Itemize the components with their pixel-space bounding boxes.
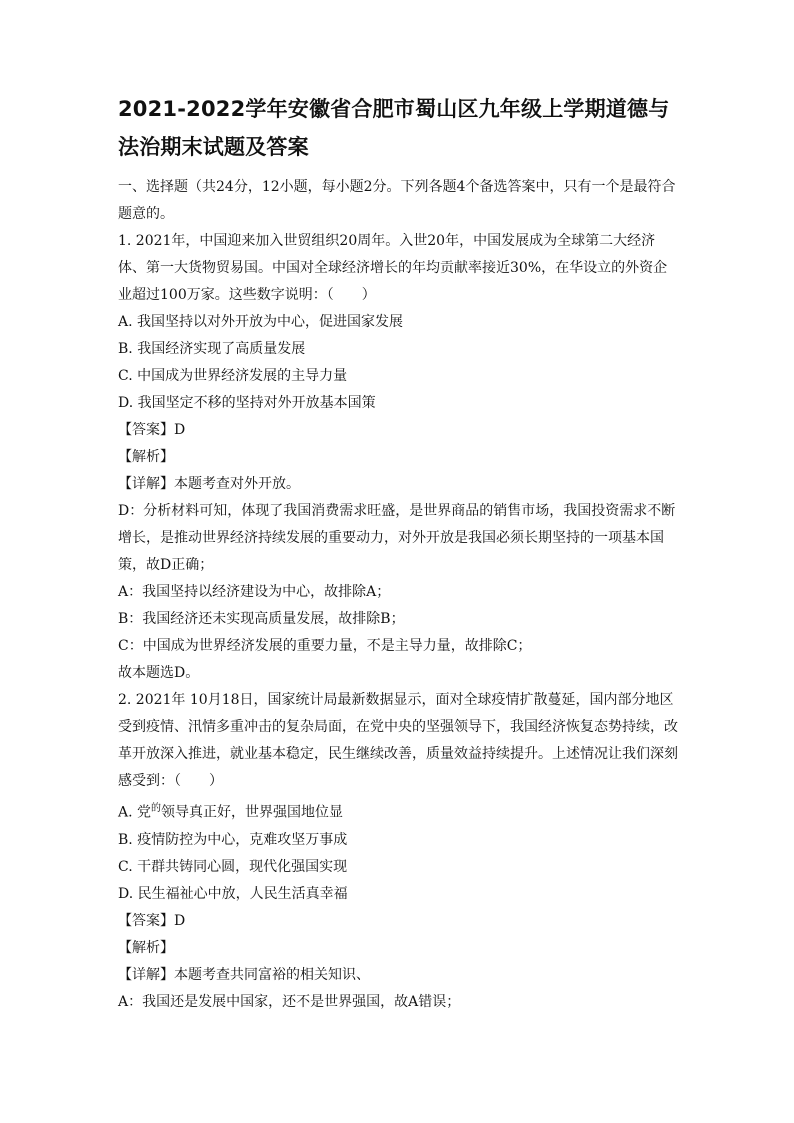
- detail-text: 本题考查共同富裕的相关知识、: [174, 966, 370, 983]
- question-1-explanation-c: C：中国成为世界经济发展的重要力量，不是主导力量，故排除C；: [118, 638, 532, 654]
- question-1-explanation-a: A：我国坚持以经济建设为中心，故排除A；: [118, 584, 391, 600]
- question-1-option-d: D. 我国坚定不移的坚持对外开放基本国策: [118, 395, 376, 411]
- question-1-option-b: B. 我国经济实现了高质量发展: [118, 341, 306, 357]
- detail-label: 【详解】: [118, 476, 174, 492]
- question-1-detail: [118, 471, 678, 498]
- question-1-explanation-b: B：我国经济还未实现高质量发展，故排除B；: [118, 611, 405, 627]
- question-2-option-a: [118, 795, 678, 827]
- answer-value: D: [174, 422, 186, 438]
- question-2-stem: 2. 2021年 10月18日，国家统计局最新数据显示，面对全球疫情扩散蔓延，国内部分地区受到疫情、汛情多重冲击的复杂局面，在党中央的坚强领导下，我国经济恢复态势持续，改革开放深入推进，就业基本稳定，民生继续改善，质量效益持续提升。上述情况让我们深刻感受到：（ ）: [118, 692, 678, 789]
- question-2-detail: [118, 962, 678, 989]
- question-1-option-c: C. 中国成为世界经济发展的主导力量: [118, 368, 348, 384]
- question-1-stem: 1. 2021年，中国迎来加入世贸组织20周年。入世20年，中国发展成为全球第二大经济体、第一大货物贸易国。中国对全球经济增长的年均贡献率接近30%，在华设立的外资企业超过100万家。这些数字说明：（ ）: [118, 233, 668, 303]
- section-intro: 一、选择题（共24分，12小题，每小题2分。下列各题4个备选答案中，只有一个是最符合题意的。: [118, 179, 676, 222]
- option-a-superscript: 的: [151, 803, 162, 814]
- answer-value: D: [174, 912, 186, 929]
- option-a-text: 领导真正好，世界强国地位显: [161, 804, 344, 821]
- answer-label: 【答案】: [118, 912, 174, 929]
- question-1-conclusion: 故本题选D。: [118, 665, 200, 681]
- question-2-analysis-label: 【解析】: [118, 939, 174, 956]
- detail-label: 【详解】: [118, 966, 174, 983]
- question-1-explanation-d: D：分析材料可知，体现了我国消费需求旺盛，是世界商品的销售市场，我国投资需求不断增长，是推动世界经济持续发展的重要动力，对外开放是我国必须长期坚持的一项基本国策，故D正确；: [118, 503, 676, 573]
- question-2-answer: [118, 908, 678, 935]
- question-2-option-d: D. 民生福祉心中放，人民生活真幸福: [118, 885, 348, 902]
- answer-label: 【答案】: [118, 422, 174, 438]
- document-title: 2021-2022学年安徽省合肥市蜀山区九年级上学期道德与法治期末试题及答案: [118, 97, 670, 159]
- document-page: [118, 90, 678, 1016]
- question-2-explanation-a: A：我国还是发展中国家，还不是世界强国，故A错误；: [118, 993, 461, 1010]
- option-a-prefix: A. 党: [118, 804, 152, 821]
- detail-text: 本题考查对外开放。: [174, 476, 300, 492]
- question-2-option-c: C. 干群共铸同心圆，现代化强国实现: [118, 858, 348, 875]
- question-2-option-b: B. 疫情防控为中心，克难攻坚万事成: [118, 831, 348, 848]
- question-1-analysis-label: 【解析】: [118, 449, 174, 465]
- question-1-option-a: A. 我国坚持以对外开放为中心，促进国家发展: [118, 314, 404, 330]
- question-1-answer: [118, 417, 678, 444]
